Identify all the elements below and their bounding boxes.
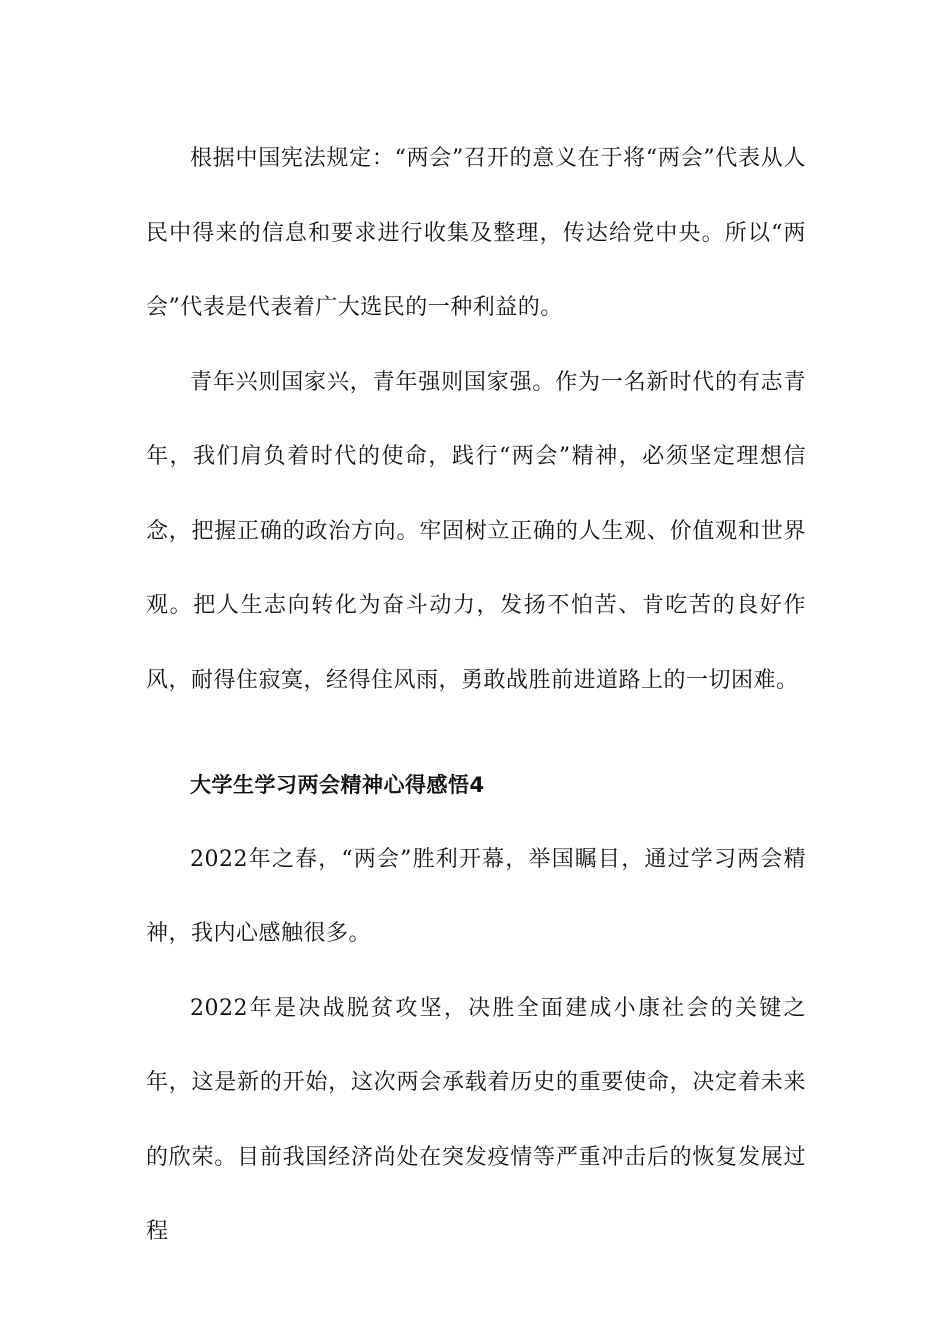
paragraph-poverty: 2022年是决战脱贫攻坚，决胜全面建成小康社会的关键之年，这是新的开始，这次两会承载着历史的重要使命，决定着未来的欣荣。目前我国经济尚处在突发疫情等严重冲击后的恢复发展过程 (146, 995, 806, 1244)
paragraph-constitution: 根据中国宪法规定：“两会”召开的意义在于将“两会”代表从人民中得来的信息和要求进行收集及整理，传达给党中央。所以“两会”代表是代表着广大选民的一种利益的。 (146, 146, 806, 320)
document-body (146, 122, 806, 1270)
section-heading: 大学生学习两会精神心得感悟4 (190, 773, 485, 797)
paragraph-youth: 青年兴则国家兴，青年强则国家强。作为一名新时代的有志青年，我们肩负着时代的使命，践行“两会”精神，必须坚定理想信念，把握正确的政治方向。牢固树立正确的人生观、价值观和世界观。把人生志向转化为奋斗动力，发扬不怕苦、肯吃苦的良好作风，耐得住寂寞，经得住风雨，勇敢战胜前进道路上的一切困难。 (146, 369, 806, 693)
paragraph-spring: 2022年之春，“两会”胜利开幕，举国瞩目，通过学习两会精神，我内心感触很多。 (146, 846, 806, 946)
